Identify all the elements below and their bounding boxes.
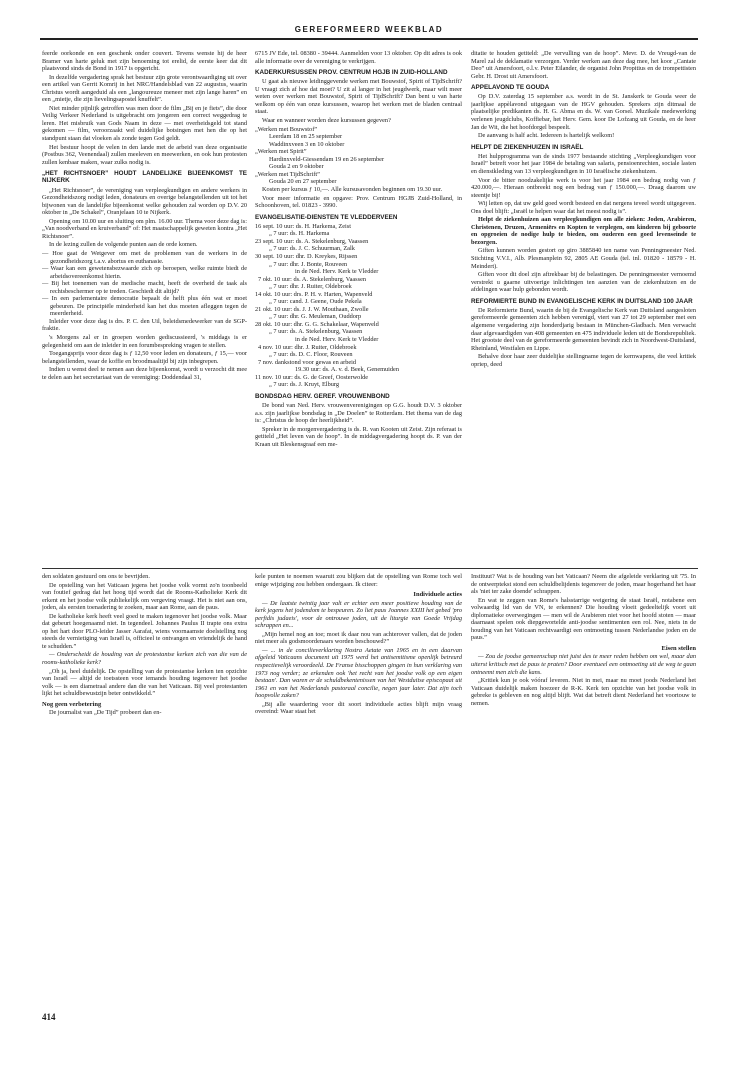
paragraph: 's Morgens zal er in groepen worden gediscussieerd, 's middags is er gelegenheid om aan de inleider in een forumbespreking vragen te stellen.: [42, 334, 247, 349]
paragraph: Spreker in de morgenvergadering is ds. R. van Kooten uit Zeist. Zijn referaat is getiteld „Het leven van de hoop”. In de middagvergadering hoopt ds. P. van der Kraan uit Bleskensgraaf een me-: [255, 425, 462, 448]
schedule-row: 11 nov. 10 uur: ds. G. de Greef, Oosterwolde: [255, 373, 369, 381]
schedule-row: „ 7 uur: dhr. J. Bonte, Rouveen: [269, 260, 348, 268]
paragraph: De katholieke kerk heeft veel goed te maken tegenover het joodse volk. Maar dat gebeurt hoegenaamd niet. In tegendeel. Johannes Paulus II trapte ons extra op het hart door PLO-leider Jasser Aarafat, wiens voornaamste doelstelling nog steeds de vernietiging van Israël is, officieel te ontvangen en vriendelijk de hand te schudden.”: [42, 612, 247, 650]
interview-question: — Onderscheidt de houding van de protestantse kerken zich van die van de rooms-katholieke kerk?: [42, 651, 247, 667]
paragraph: Instituut? Wat is de houding van het Vaticaan? Neem die afgeleide verklaring uit '75. In de ontwerptekst stond een schuldbelijdenis tegenover de joden, maar hogerhand het haar als 'niet ter zake doende' schrappen.: [471, 573, 696, 596]
paragraph: den soldaten gestuurd om ons te bevrijden.: [42, 573, 150, 580]
schedule-row: in de Ned. Herv. Kerk te Vledder: [295, 268, 379, 276]
paragraph: Opening om 10.00 uur en sluiting om plm. 16.00 uur. Thema voor deze dag is: „Van noodverband en kruiverband” of: Het maatschappelijk geweten kontra „Het Richtsnoer”.: [42, 217, 247, 240]
paragraph: Wij letten op, dat uw geld goed wordt besteed en dat nergens teveel wordt uitgegeven. Ons doel blijft: „Israël te helpen waar dat het meest nodig is”.: [471, 200, 696, 215]
paragraph: „Het Richtsnoer”, de vereniging van verpleegkundigen en andere werkers in Gezondheidszorg nodigt leden, donateurs en overige belangstellenden uit tot het bijwonen van de landelijke bijeenkomst welke gehouden zal worden op D.V. 20 oktober in „De Schakel”, Oranjelaan 10 te Nijkerk.: [42, 186, 247, 217]
paragraph: Indien u wenst deel te nemen aan deze bijeenkomst, wordt u verzocht dit mee te delen aan het secretariaat van de vereniging: Doddendaal 31,: [42, 366, 247, 381]
paragraph: De aanvang is half acht. Iedereen is hartelijk welkom!: [478, 132, 615, 140]
section-heading: BONDSDAG HERV. GEREF. VROUWENBOND: [255, 392, 390, 400]
running-header: GEREFORMEERD WEEKBLAD: [294, 25, 444, 34]
course-title: „Werken met Bouwstof”: [255, 125, 318, 133]
section-heading: KADERKURSUSSEN PROV. CENTRUM HGJB IN ZUID-HOLLAND: [255, 69, 448, 77]
paragraph: De Reformierte Bund, waarin de bij de Evangelische Kerk van Duitsland aangesloten gereformeerde gemeenten zich hebben verenigd, viert van 27 tot 29 september met een algemene vergadering zijn honderdjarig bestaan in München-Gladbach. Men verwacht daar afgevaardigden van 408 gemeenten en 475 individuele leden uit de Bondsrepubliek. Het grootste deel van de gereformeerde gemeenten bevindt zich in Noordwest-Duitsland, Rheinland, Westfalen en Lippe.: [471, 306, 696, 352]
schedule-row: 21 okt. 10 uur: ds. J. J. W. Mouthaan, Zwolle: [255, 305, 369, 313]
list-item: — Hoe gaat de Wetgever om met de problemen van de werkers in de gezondheidszorg t.a.v. abortus en euthanasie.: [42, 249, 247, 265]
interview-question: — Zou de joodse gemeenschap niet juist des te meer reden hebben om wel, maar dan uiterst kritisch met de paus te praten? Door eventueel een ontmoeting uit de weg te gaan ontneemt men zich die kans.: [471, 653, 696, 676]
header-rule: [40, 38, 698, 40]
paragraph: Toegangsprijs voor deze dag is ƒ 12,50 voor leden en donateurs, ƒ 15,— voor belangstellenden, waar de koffie en broodmaaltijd bij zijn inbegrepen.: [42, 350, 247, 365]
schedule-row: 16 sept. 10 uur: ds. H. Harkema, Zeist: [255, 222, 352, 230]
schedule-row: 28 okt. 10 uur: dhr. G. G. Schakelaar, Wapenveld: [255, 320, 379, 328]
paragraph: kele punten te noemen waaruit zou blijken dat de opstelling van Rome toch wel enige wijziging zou hebben ondergaan. Ik citeer:: [255, 573, 462, 588]
schedule-row: „ 7 uur: dhr. G. Meuleman, Ouddorp: [269, 313, 362, 321]
interview-question: — De laatste twintig jaar valt er echter een meer positieve houding van de kerk jegens het jodendom te bespeuren. Zo liet paus Joannes XXIII het gebed 'pro perfidis judaeis', voor de ontrouwe joden, uit de liturgie van Goede Vrijdag schrappen en...: [255, 599, 462, 630]
column-4: [42, 573, 247, 1003]
paragraph: Inleider voor deze dag is drs. P. C. den Uil, beleidsmedewerker van de SGP-fraktie.: [42, 317, 247, 333]
section-divider: [42, 568, 698, 569]
section-heading: REFORMIERTE BUND IN EVANGELISCHE KERK IN DUITSLAND 100 JAAR: [471, 297, 693, 305]
paragraph: De bond van Ned. Herv. vrouwenverenigingen op G.G. houdt D.V. 3 oktober a.s. zijn jaarlijkse bondsdag in „De Doelen” te Rotterdam. Het thema van de dag is: „Christus de hoop der heerlijkheid”.: [255, 402, 462, 425]
paragraph: U gaat als nieuwe leidinggevende werken met Bouwstof, Spirit of TijdSchrift? U vraagt zich af hoe dat moet? U zit al langer in het jeugdwerk, maar wilt meer weten over werken met Bouwstof, Spirit of TijdSchrift? Dan bent u van harte welkom op één van onze kursussen, waarop het werken met de bladen centraal staat.: [255, 78, 462, 116]
subheading: Individuele acties: [413, 591, 462, 599]
schedule-row: 7 nov. dankstond voor gewas en arbeid: [258, 358, 357, 366]
section-heading: APPELAVOND TE GOUDA: [471, 84, 550, 92]
course-date: Gouda 2 en 9 oktober: [269, 163, 324, 171]
course-title: „Werken met Spirit”: [255, 148, 307, 156]
schedule-row: „ 7 uur: ds. J. C. Schuurman, Zalk: [269, 245, 355, 253]
paragraph: Kosten per kursus ƒ 10,—. Alle kursusavonden beginnen om 19.30 uur.: [262, 185, 443, 193]
paragraph: Giften voor dit doel zijn aftrekbaar bij de belastingen. De penningmeester vernoemd verstrekt u gaarne uitvoerige inlichtingen ten aanzien van de ziekenhuizen en de afdelingen waar hulp gebonden wordt.: [471, 271, 696, 294]
schedule-row: 4 nov. 10 uur: dhr. J. Ruiter, Oldebroek: [258, 343, 357, 351]
column-5: [255, 573, 462, 1003]
schedule-row: „ 7 uur: cand. J. Geene, Oude Pekela: [269, 298, 362, 306]
paragraph: Helpt de ziekenhuizen aan verpleegkundigen om alle zieken: Joden, Arabieren, Christenen, Druzen, Armeniërs en Kopten te verplegen, om kinderen bij geboorte en opgroeien de nodige hulp te bieden, om ouderen een goed levenseinde te bezorgen.: [471, 216, 696, 246]
paragraph: Behalve door haar zeer duidelijke stellingname tegen de kernwapens, die veel kritiek opriep, deed: [471, 353, 696, 368]
schedule-row: 19.30 uur: ds. A. v. d. Beek, Genemuiden: [295, 366, 399, 374]
course-list: [255, 126, 462, 186]
interview-question: — ... in de concilieverklaring Nostra Aetate van 1965 en in een daarvan afgeleid Vaticaans document uit 1975 werd het antisemitisme openlijk betreurd respectievelijk veroordeeld. De Franse bisschoppen gingen in hun verklaring van 1973 nog verder; ze erkenden ook 'het recht van het joodse volk op een eigen bestaan'. Dan waren er de schuldbekentenissen van het Westduitse episcopaat uit 1961 en van het Nederlands pastoraal concilie, negen jaar later. Dat zijn toch hoopvolle zaken?: [255, 646, 462, 700]
paragraph: Voor meer informatie en opgave: Prov. Centrum HGJB Zuid-Holland, in Schoonhoven, tel. 01823 - 3990.: [255, 194, 462, 210]
section-heading: HELPT DE ZIEKENHUIZEN IN ISRAËL: [471, 143, 584, 151]
subheading: Eisen stellen: [661, 644, 696, 652]
subheading: Nog geen verbetering: [42, 700, 102, 708]
paragraph: „Kritiek kun je ook vóóraf leveren. Niet in mei, maar nu moet joods Nederland het Vaticaan duidelijk maken hoezeer de R-K. Kerk ten opzichte van het joodse volk in gebreke is gebleven en nog altijd blijft. Wat dat betreft dient Nederland het voortouw te nemen.: [471, 677, 696, 707]
paragraph: De opstelling van het Vaticaan jegens het joodse volk vormt zo'n toonbeeld van foutief gedrag dat het hoog tijd wordt dat de Rooms-Katholieke Kerk dit erkent en het joodse volk publiekelijk om vergeving vraagt. Het is niet aan ons, joden, als eersten toenadering te zoeken, maar aan Rome, aan de paus.: [42, 581, 247, 612]
schedule-row: „ 7 uur: ds. J. Kruyt, Elburg: [269, 381, 340, 389]
section-heading: EVANGELISATIE-DIENSTEN TE VLEDDERVEEN: [255, 213, 398, 221]
course-title: „Werken met TijdSchrift”: [255, 170, 320, 178]
page-number: 414: [42, 1012, 56, 1022]
paragraph: Het bestuur hoopt de velen in den lande met de arbeid van deze organisatie (Postbus 362, Veenendaal) zullen meeleven en meewerken, en ook hun protesten zullen kenbaar maken, waar zulks nodig is.: [42, 143, 247, 166]
paragraph: In dezelfde vergadering sprak het bestuur zijn grote verontwaardiging uit over een artikel van Gerrit Komrij in het NRC/Handelsblad van 22 augustus, waarin Christus wordt aangeduid als een „langoureuze meneer met zijn lange haren” en een „mietje, die zijn lievelingsapostel knuffelt”.: [42, 73, 247, 104]
column-6: [471, 573, 696, 1003]
paragraph: De journalist van „De Tijd” probeert dan en-: [49, 709, 162, 717]
paragraph: feerde oorkonde en een geschenk onder couvert. Tevens wenste hij de heer Bramer van harte geluk met zijn benoeming tot erelid, de eerste keer dat dit plaatsvond sinds de Bond in 1917 is opgericht.: [42, 50, 247, 73]
schedule-row: in de Ned. Herv. Kerk te Vledder: [295, 336, 379, 343]
paragraph: Op D.V. zaterdag 15 september a.s. wordt in de St. Janskerk te Gouda weer de jaarlijkse appèlavond uitgegaan van de HGV gehouden. Sprekers zijn ditmaal de plaatselijke predikanten ds. H. G. Abma en ds. W. van Gorsel. Muzikale medewerking verlenen jeugdclubs, Koffiebar, het Herv. Gem. koor De Lofzang uit Gouda, en de heer Jan de Wit, die het hoofdorgel bespeelt.: [471, 93, 696, 131]
column-1: [42, 50, 247, 562]
section-heading: „HET RICHTSNOER” HOUDT LANDELIJKE BIJEENKOMST TE NIJKERK: [42, 170, 247, 185]
paragraph: Giften kunnen worden gestort op giro 3885840 ten name van Penningmeester Ned. Stichting V.V.I., Alb. Plesmanplein 92, 2805 AE Gouda (tel. inl. 01820 - 18579 - H. Meindert).: [471, 247, 696, 270]
paragraph: „Mijn hemel nog an toe; moet ik daar nou van achterover vallen, dat de joden niet meer als godsmoordenaars worden beschouwd?”: [255, 630, 462, 646]
column-3: [471, 50, 696, 562]
schedule-row: 14 okt. 10 uur: drs. P. H. v. Harten, Wapenveld: [255, 290, 373, 298]
list-item: — Waar kan een gewetensbezwaarde zich op beroepen, welke ruimte biedt de arbeidsovereenkomst hierin.: [42, 265, 247, 280]
course-date: Gouda 20 en 27 september: [269, 178, 337, 186]
paragraph: Niet minder pijnlijk getroffen was men door de film „Bij en je fiets”, die door Veilig Verkeer Nederland is uitgebracht om jongeren een correct weggedrag te leren. Het misbruik van Gods Naam in deze — met overheidsgeld tot stand gekomen — film, veroorzaakt wel duidelijke botsingen met hen die op het standpunt staan dat vloeken als zonde tegen God geldt.: [42, 104, 247, 143]
list-item: — In een parlementaire democratie bepaalt de helft plus één wat er moet gebeuren. De principiële minderheid kan het dus moeten afleggen tegen de meerderheid.: [42, 295, 247, 318]
paragraph: In de lezing zullen de volgende punten aan de orde komen.: [49, 241, 198, 249]
paragraph: ditatie te houden getiteld: „De vervulling van de hoop”. Mevr. D. de Vreugd-van de Marel zal de deklamatie verzorgen. Verder werken aan deze dag mee, het koor „Cantate Deo” uit Amersfoort, o.l.v. Peter Eilander, de organist John Propitius en de trompettisten Gebr. H. Drost uit Amersfoort.: [471, 50, 696, 80]
schedule-row: „ 7 uur: ds. A. Stekelenburg, Vaassen: [269, 328, 363, 336]
paragraph: 6715 JV Ede, tel. 08380 - 39444. Aanmelden voor 13 oktober. Op dit adres is ook alle informatie over de vereniging te verkrijgen.: [255, 50, 462, 65]
schedule-row: „ 7 uur: ds. D. C. Floor, Rouveen: [269, 351, 353, 359]
paragraph: „Bij alle waardering voor dit soort individuele acties blijft mijn vraag overeind: Waar staat het: [255, 700, 462, 716]
paragraph: Het hulpprogramma van de sinds 1977 bestaande stichting „Verpleegkundigen voor Israël” betreft voor het jaar 1984 de betaling van salaris, pensioenrechten, sociale lasten en dienstkleding van 13 verpleegkundigen in 10 Israëlische ziekenhuizen.: [471, 152, 696, 175]
topic-list: [42, 250, 247, 318]
schedule-row: 30 sept. 10 uur: dhr. D. Kreykes, Rijssen: [255, 252, 358, 260]
course-date: Hardinxveld-Giessendam 19 en 26 september: [269, 155, 385, 163]
list-item: — Bij het toenemen van de medische macht, heeft de overheid de taak als rechtsbeschermer op te treden. Geschiedt dit altijd?: [42, 280, 247, 295]
schedule-row: „ 7 uur: ds. H. Harkema: [269, 230, 330, 238]
schedule-row: 23 sept. 10 uur: ds. A. Stekelenburg, Vaassen: [255, 237, 369, 245]
schedule-row: 7 okt. 10 uur: ds. A. Stekelenburg, Vaassen: [258, 275, 367, 283]
paragraph: Waar en wanneer worden deze kursussen gegeven?: [262, 117, 391, 125]
paragraph: En wat te zeggen van Rome's halsstarrige weigering de staat Israël, notabene een volwaardig lid van de VN, te erkennen? Die houding vloeit gedeeltelijk voort uit diplomatieke overwegingen — men wil de Arabieren niet voor het hoofd stoten — maar daarnaast spelen ook diepgewortelde anti-joodse sentimenten een rol. Nee, niets in de houding van het Vaticaan rechtvaardigt een ontmoeting tussen Nederlandse joden en de paus.”: [471, 596, 696, 642]
paragraph: „Oh ja, heel duidelijk. De opstelling van de protestantse kerken ten opzichte van Israël — altijd de toetssteen voor iemands houding tegenover het joodse volk — is een diametraal andere dan die van het Vaticaan. Bij veel protestanten lijkt het schuldbewustzijn beter ontwikkeld.”: [42, 667, 247, 698]
schedule-row: „ 7 uur: dhr. J. Ruiter, Oldebroek: [269, 283, 352, 291]
paragraph: Voor de bitter noodzakelijke werk is voor het jaar 1984 een bedrag nodig van ƒ 420.000,—. Hieraan ontbreekt nog een bedrag van ƒ 150.000,—. Draag daarom uw steentje bij!: [471, 176, 696, 199]
course-date: Waddinxveen 3 en 10 oktober: [269, 140, 345, 148]
column-2: [255, 50, 462, 562]
service-schedule: [255, 223, 462, 389]
course-date: Leerdam 18 en 25 september: [269, 133, 343, 141]
